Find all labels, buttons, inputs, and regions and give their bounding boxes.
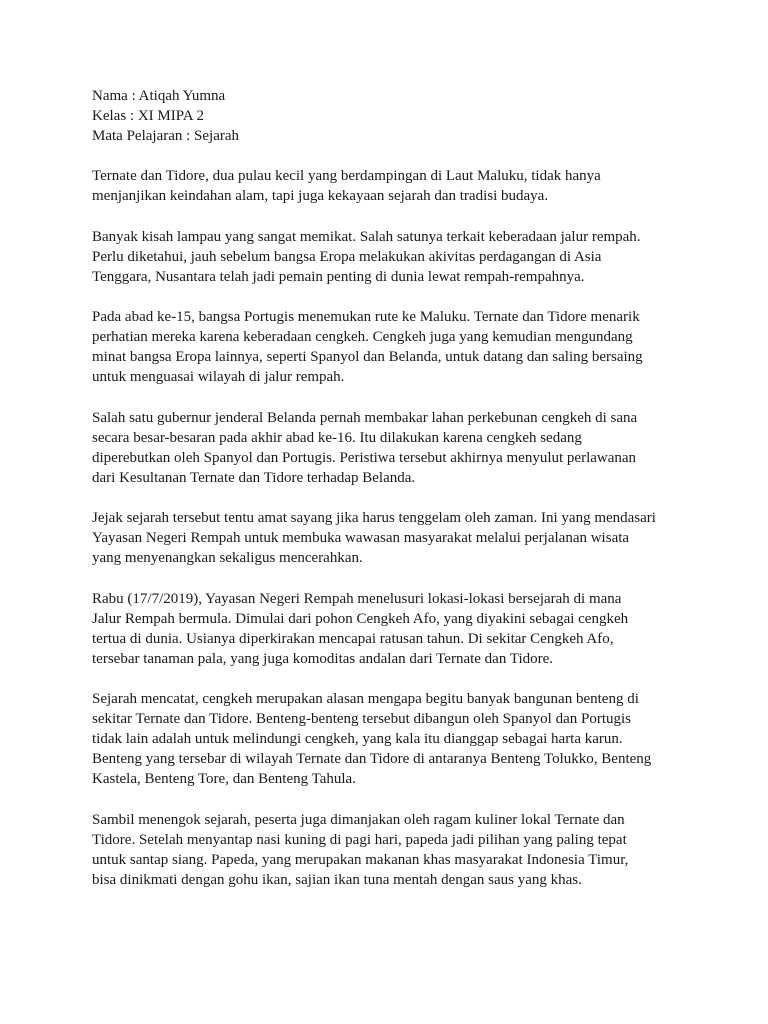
paragraph-line: Tenggara, Nusantara telah jadi pemain penting di dunia lewat rempah-rempahnya. [92,268,585,285]
paragraph-line: yang menyenangkan sekaligus mencerahkan. [92,550,363,566]
paragraph-line: secara besar-besaran pada akhir abad ke-16. Itu dilakukan karena cengkeh sedang [92,429,582,446]
student-header [92,86,702,146]
paragraph-line: menjanjikan keindahan alam, tapi juga kekayaan sejarah dan tradisi budaya. [92,188,549,204]
paragraph-line: Yayasan Negeri Rempah untuk membuka wawasan masyarakat melalui perjalanan wisata [92,530,630,546]
paragraph-6 [92,589,702,669]
student-name: Nama : Atiqah Yumna [92,88,226,104]
paragraph-line: Rabu (17/7/2019), Yayasan Negeri Rempah menelusuri lokasi-lokasi bersejarah di mana [92,590,622,607]
paragraph-line: diperebutkan oleh Spanyol dan Portugis. Peristiwa tersebut akhirnya menyulut perlawanan [92,449,637,466]
subject-line: Mata Pelajaran : Sejarah [92,128,240,144]
paragraph-line: Salah satu gubernur jenderal Belanda pernah membakar lahan perkebunan cengkeh di sana [92,409,638,426]
paragraph-5 [92,508,702,568]
paragraph-line: minat bangsa Eropa lainnya, seperti Spanyol dan Belanda, untuk datang dan saling bersaing [92,349,643,365]
paragraph-line: Pada abad ke-15, bangsa Portugis menemukan rute ke Maluku. Ternate dan Tidore menarik [92,309,640,325]
paragraph-line: untuk santap siang. Papeda, yang merupakan makanan khas masyarakat Indonesia Timur, [92,851,629,868]
paragraph-line: tertua di dunia. Usianya diperkirakan mencapai ratusan tahun. Di sekitar Cengkeh Afo, [92,630,614,647]
paragraph-line: Benteng yang tersebar di wilayah Ternate dan Tidore di antaranya Benteng Tolukko, Benteng [92,751,652,767]
paragraph-line: Kastela, Benteng Tore, dan Benteng Tahula. [92,771,356,787]
paragraph-2 [92,227,702,287]
paragraph-line: Banyak kisah lampau yang sangat memikat. Salah satunya terkait keberadaan jalur rempah. [92,228,641,245]
paragraph-line: Tidore. Setelah menyantap nasi kuning di pagi hari, papeda jadi pilihan yang paling tepat [92,831,627,848]
paragraph-7 [92,689,702,789]
paragraph-line: bisa dinikmati dengan gohu ikan, sajian ikan tuna mentah dengan saus yang khas. [92,871,582,888]
paragraph-3 [92,307,702,387]
paragraph-4 [92,408,702,488]
paragraph-line: Sejarah mencatat, cengkeh merupakan alasan mengapa begitu banyak bangunan benteng di [92,691,639,707]
paragraph-line: Jejak sejarah tersebut tentu amat sayang jika harus tenggelam oleh zaman. Ini yang mendasari [92,510,656,526]
paragraph-1 [92,166,702,206]
paragraph-line: Ternate dan Tidore, dua pulau kecil yang berdampingan di Laut Maluku, tidak hanya [92,168,601,184]
paragraph-line: Perlu diketahui, jauh sebelum bangsa Eropa melakukan akivitas perdagangan di Asia [92,248,602,265]
student-class: Kelas : XI MIPA 2 [92,108,204,124]
paragraph-line: tidak lain adalah untuk melindungi cengkeh, yang kala itu dianggap sebagai harta karun. [92,731,623,747]
document-body [92,86,702,910]
paragraph-line: untuk menguasai wilayah di jalur rempah. [92,369,345,385]
paragraph-line: dari Kesultanan Ternate dan Tidore terhadap Belanda. [92,469,416,486]
paragraph-line: Sambil menengok sejarah, peserta juga dimanjakan oleh ragam kuliner lokal Ternate dan [92,811,625,828]
paragraph-line: Jalur Rempah bermula. Dimulai dari pohon Cengkeh Afo, yang diyakini sebagai cengkeh [92,610,629,627]
paragraph-line: tersebar tanaman pala, yang juga komoditas andalan dari Ternate dan Tidore. [92,650,554,667]
paragraph-8 [92,810,702,890]
paragraph-line: sekitar Ternate dan Tidore. Benteng-benteng tersebut dibangun oleh Spanyol dan Portugis [92,711,631,727]
paragraph-line: perhatian mereka karena keberadaan cengkeh. Cengkeh juga yang kemudian mengundang [92,329,633,345]
